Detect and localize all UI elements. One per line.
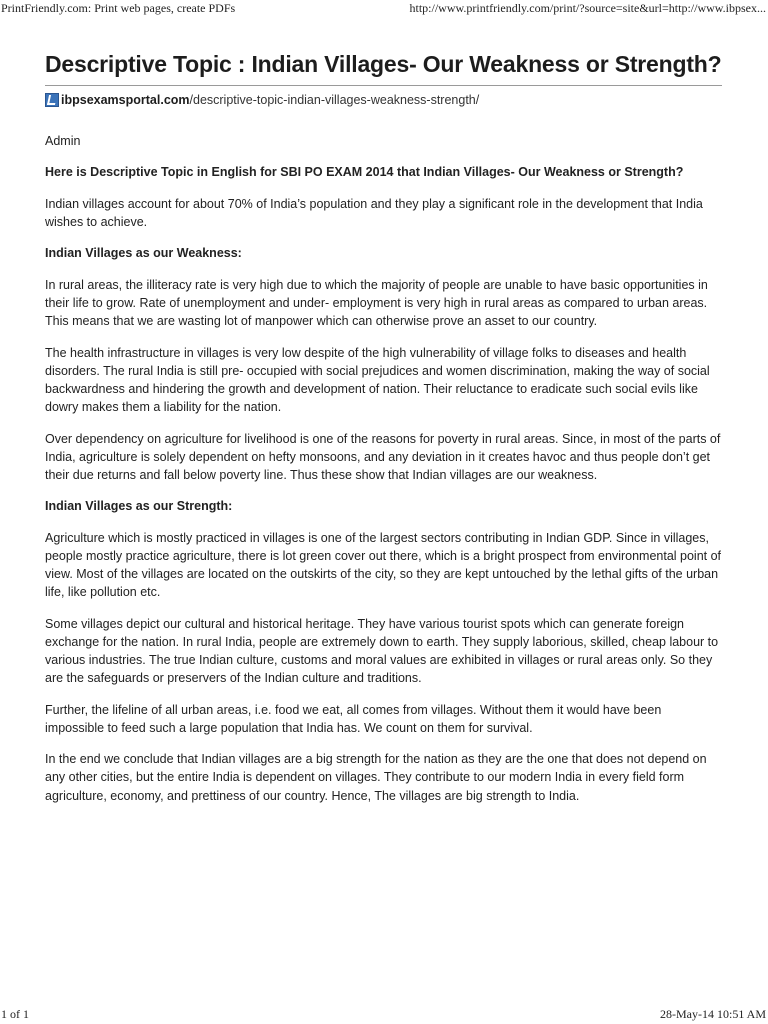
print-footer [0, 1008, 768, 1024]
print-header [0, 0, 768, 16]
print-timestamp: 28-May-14 10:51 AM [660, 1007, 766, 1021]
source-line [45, 92, 722, 108]
site-favicon-icon [45, 93, 59, 107]
source-path: /descriptive-topic-indian-villages-weakness-strength/ [189, 93, 480, 107]
print-header-title: PrintFriendly.com: Print web pages, create PDFs [1, 1, 236, 15]
paragraph: In the end we conclude that Indian villages are a big strength for the nation as they are the one that does not depend on any other cities, but the entire India is dependent on villages. They contribute to our modern India in every field form agriculture, economy, and prettiness of our country. Hence, The villages are big strength to India. [45, 752, 707, 803]
article-title: Descriptive Topic : Indian Villages- Our Weakness or Strength? [45, 51, 722, 77]
page-count: 1 of 1 [1, 1007, 29, 1021]
print-header-url: http://www.printfriendly.com/print/?source=site&url=http://www.ibpsex... [409, 1, 766, 15]
paragraph: Indian villages account for about 70% of India’s population and they play a significant role in the development that India wishes to achieve. [45, 196, 703, 229]
paragraph: Further, the lifeline of all urban areas, i.e. food we eat, all comes from villages. Without them it would have been impossible to feed such a large population that India has. We count on them for survival. [45, 702, 662, 735]
paragraph: Over dependency on agriculture for livelihood is one of the reasons for poverty in rural areas. Since, in most of the parts of India, agriculture is solely dependent on hefty monsoons, and any deviation in it creates havoc and thus people don’t get their due returns and fall below poverty line. Thus these show that Indian villages are our weakness. [45, 431, 721, 482]
paragraph: The health infrastructure in villages is very low despite of the high vulnerability of village folks to diseases and health disorders. The rural India is still pre- occupied with social prejudices and women discrimination, making the way of social backwardness and hindering the growth and development of nation. Their reluctance to eradicate such social evils like dowry makes them a liability for the nation. [45, 345, 710, 414]
paragraph: Some villages depict our cultural and historical heritage. They have various tourist spots which can generate foreign exchange for the nation. In rural India, people are extremely down to earth. They supply laborious, skilled, cheap labour to various industries. The true Indian culture, customs and moral values are exhibited in villages or rural areas only. So they are the safeguards or preservers of the Indian culture and traditions. [45, 616, 719, 686]
source-domain-link[interactable]: ibpsexamsportal.com [61, 93, 190, 107]
paragraph: In rural areas, the illiteracy rate is very high due to which the majority of people are unable to have basic opportunities in their life to grow. Rate of unemployment and under- employment is very high in rural areas as compared to urban areas. This means that we are wasting lot of manpower which can otherwise prove an asset to our country. [45, 277, 708, 329]
title-divider [45, 85, 722, 86]
article [45, 48, 722, 805]
section-heading-weakness: Indian Villages as our Weakness: [45, 246, 242, 261]
section-heading-strength: Indian Villages as our Strength: [45, 499, 233, 514]
intro-heading: Here is Descriptive Topic in English for SBI PO EXAM 2014 that Indian Villages- Our Weakness or Strength? [45, 165, 684, 179]
article-author: Admin [45, 134, 81, 148]
paragraph: Agriculture which is mostly practiced in villages is one of the largest sectors contributing in Indian GDP. Since in villages, people mostly practice agriculture, there is lot green cover out there, which is a bright prospect from environmental point of view. Most of the villages are located on the outskirts of the city, so they are kept untouched by the lethal gifts of the urban life, like pollution etc. [45, 530, 722, 600]
